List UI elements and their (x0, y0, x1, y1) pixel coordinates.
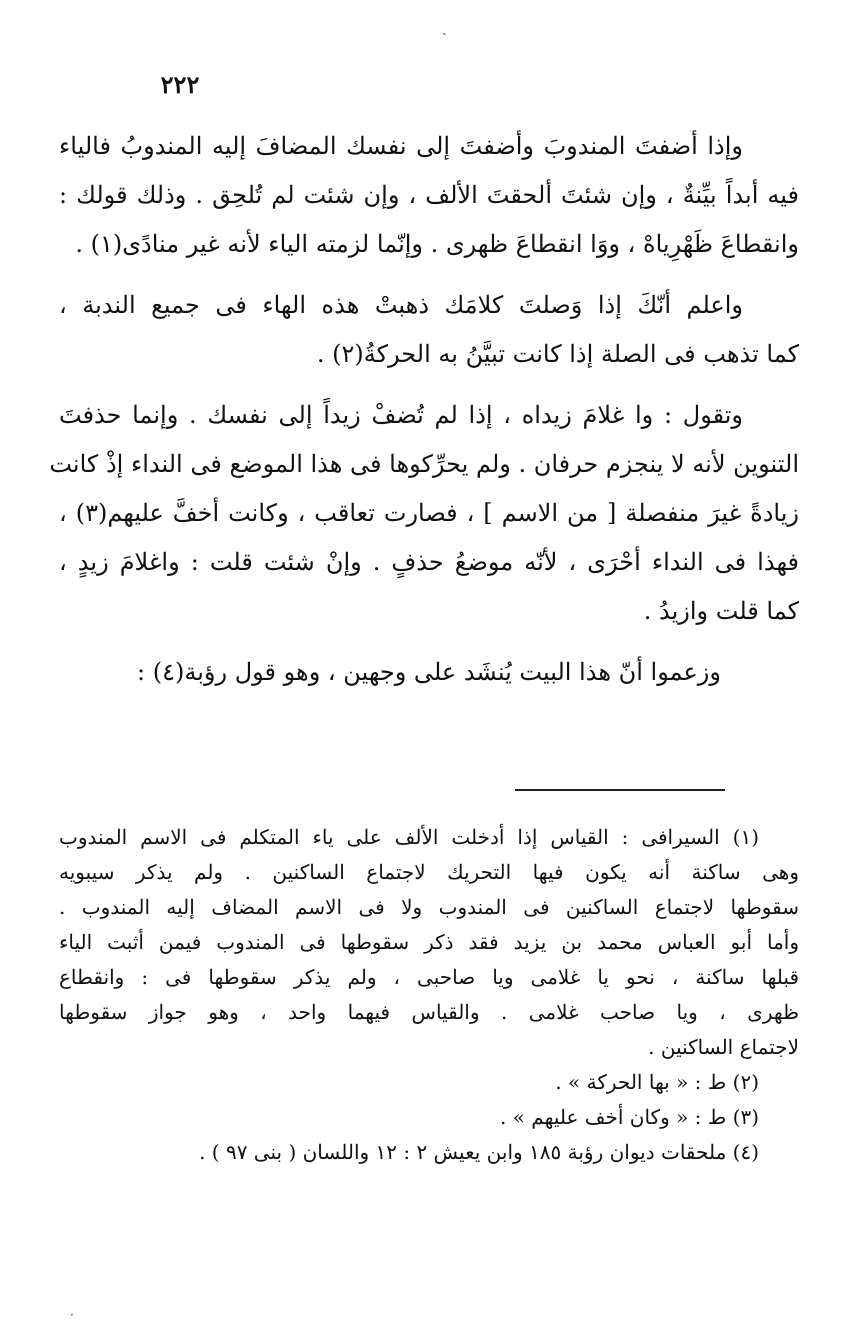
text-line: فيه أبداً بيِّنةٌ ، وإن شئتَ ألحقتَ الألف ، وإن شئت لم تُلحِق . وذلك قولك : (59, 181, 799, 209)
page-number: ٢٢٢ (160, 70, 200, 99)
main-text (49, 122, 799, 709)
footnote-line: لاجتماع الساكنين . (648, 1035, 799, 1059)
paragraph-1 (59, 122, 799, 269)
footnote-line: (١) السيرافى : القياس إذا أدخلت الألف على ياء المتكلم فى الاسم المندوب (59, 825, 759, 849)
text-line: واعلم أنّكَ إذا وَصلتَ كلامَك ذهبتْ هذه الهاء فى جميع الندبة ، (59, 291, 743, 319)
footnote-line: وأما أبو العباس محمد بن يزيد فقد ذكر سقوطها فى المندوب فيمن أثبت الياء (59, 930, 799, 954)
ink-mark: · (70, 1308, 74, 1322)
ink-mark: ˏ (442, 20, 447, 36)
footnote-line: سقوطها لاجتماع الساكنين فى المندوب ولا فى الاسم المضاف إليه المندوب . (59, 895, 799, 919)
footnote-line: (٣) ط : « وكان أخف عليهم » . (500, 1105, 759, 1129)
paragraph-4 (59, 648, 799, 697)
text-line: وانقطاعَ ظَهْرِياهْ ، ووَا انقطاعَ ظهرى . وإنّما لزمته الياء لأنه غير منادًى(١) . (75, 230, 799, 258)
footnote-line: وهى ساكنة أنه يكون فيها التحريك لاجتماع الساكنين . ولم يذكر سيبويه (59, 860, 799, 884)
footnote-line: (٤) ملحقات ديوان رؤبة ١٨٥ وابن يعيش ٢ : ١٢ واللسان ( بنى ٩٧ ) . (199, 1140, 759, 1164)
text-line: كما قلت وازيدُ . (643, 597, 799, 625)
text-line: وإذا أضفتَ المندوبَ وأضفتَ إلى نفسك المضافَ إليه المندوبُ فالياء (59, 132, 743, 160)
text-line: وتقول : وا غلامَ زيداه ، إذا لم تُضفْ زيداً إلى نفسك . وإنما حذفتَ (59, 401, 743, 429)
footnote-line: (٢) ط : « بها الحركة » . (555, 1070, 759, 1094)
footnote-line: قبلها ساكنة ، نحو يا غلامى ويا صاحبى ، ولم يذكر سقوطها فى : وانقطاع (59, 965, 799, 989)
footnotes (59, 820, 799, 1170)
text-line: زيادةً غيرَ منفصلة [ من الاسم ] ، فصارت تعاقب ، وكانت أخفَّ عليهم(٣) ، (59, 499, 799, 527)
text-line: كما تذهب فى الصلة إذا كانت تبيَّنُ به الحركةُ(٢) . (316, 340, 799, 368)
paragraph-3 (49, 391, 799, 636)
text-line: التنوين لأنه لا ينجزم حرفان . ولم يحرِّكوها فى هذا الموضع فى النداء إذْ كانت (49, 450, 799, 478)
text-line: وزعموا أنّ هذا البيت يُنشَد على وجهين ، وهو قول رؤبة(٤) : (137, 658, 721, 686)
footnote-line: ظهرى ، ويا صاحب غلامى . والقياس فيهما واحد ، وهو جواز سقوطها (59, 1000, 799, 1024)
paragraph-2 (59, 281, 799, 379)
footnote-divider (515, 789, 725, 791)
text-line: فهذا فى النداء أحْرَى ، لأنّه موضعُ حذفٍ . وإنْ شئت قلت : واغلامَ زيدٍ ، (59, 548, 799, 576)
